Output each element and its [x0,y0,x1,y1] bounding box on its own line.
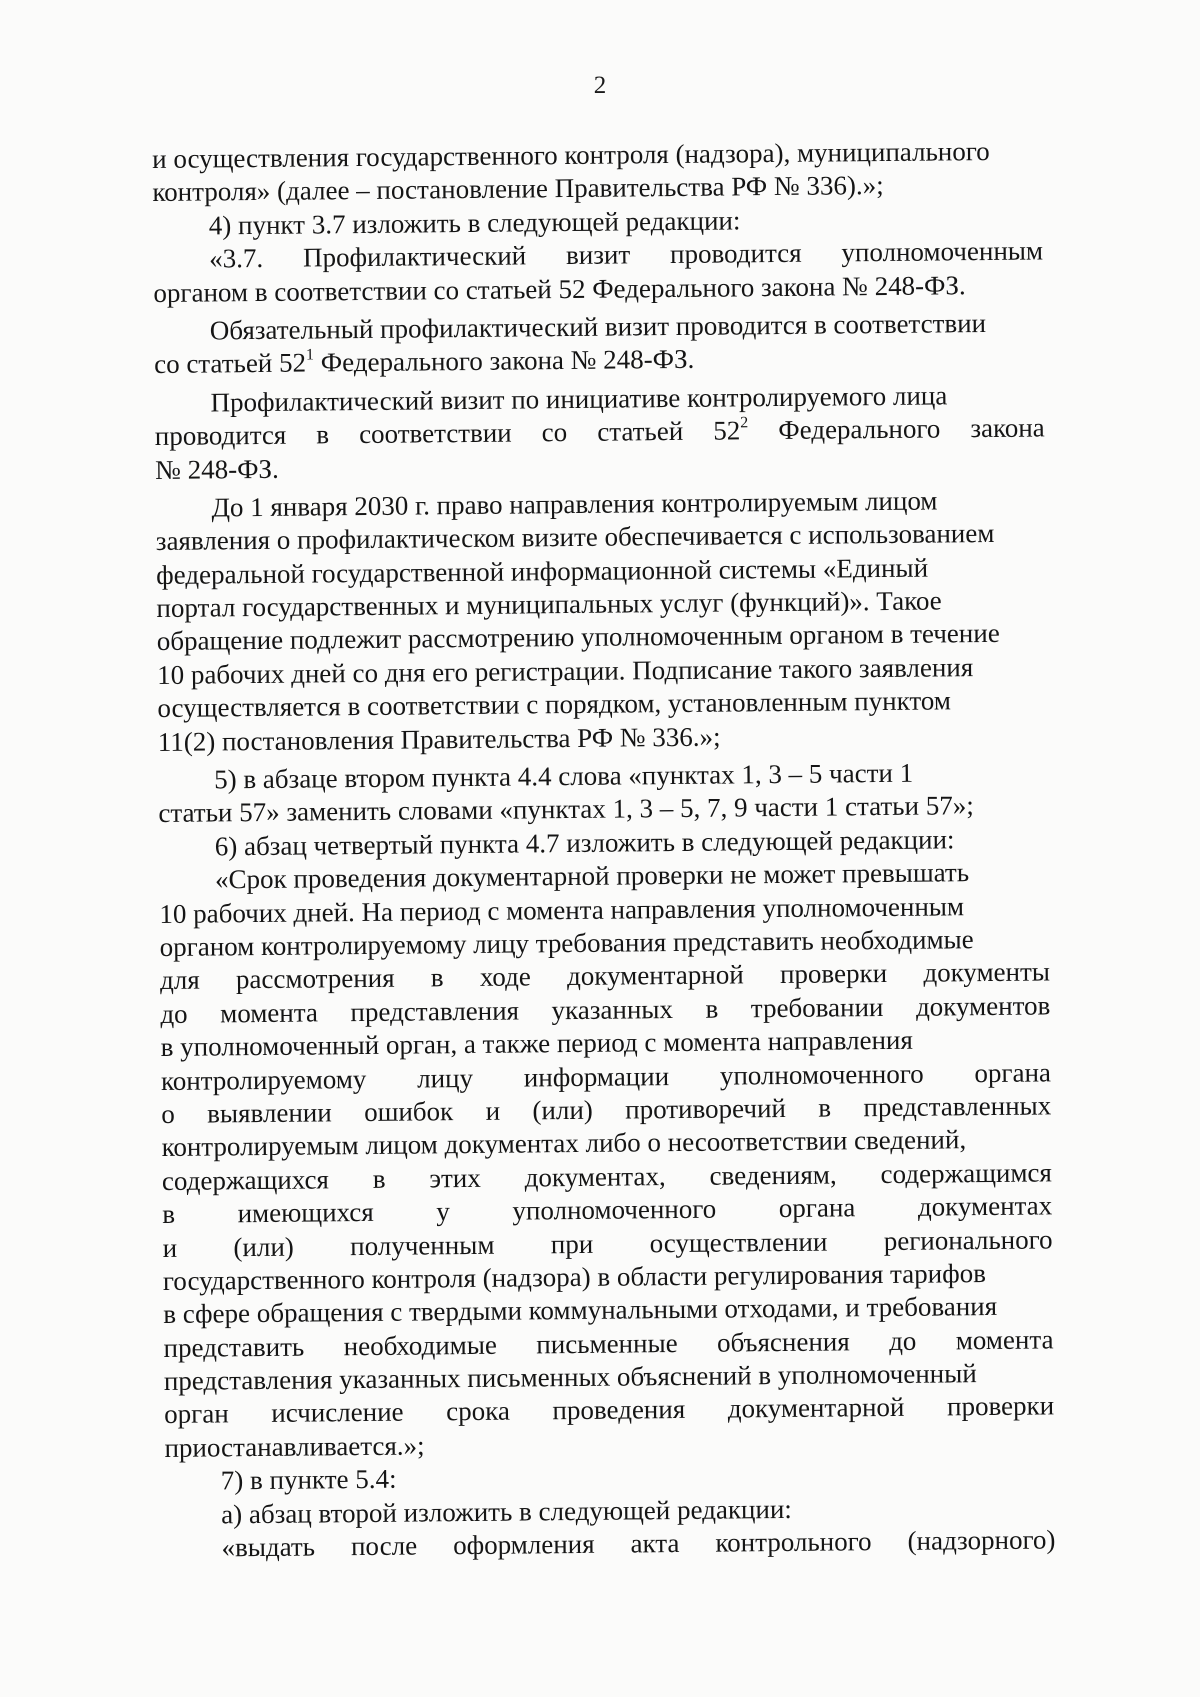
text-line: 10 рабочих дней со дня его регистрации. Подписание такого заявления [156,652,974,690]
text-line: обращение подлежит рассмотрению уполномоченным органом в течение [156,618,1000,657]
word: противоречий [625,1092,787,1125]
word: в [372,1163,386,1194]
word: Профилактический [302,240,527,273]
word: соответствии [358,417,512,450]
text-line-justified [165,1523,1055,1565]
word: в [162,1198,176,1230]
text-line: 11(2) постановления Правительства РФ № 336.»; [157,721,721,757]
word: этих [429,1162,481,1194]
word: указанных [551,993,674,1025]
word: объяснения [716,1326,850,1358]
word: содержащихся [161,1164,330,1196]
word: представленных [863,1090,1052,1123]
word-with-superscript [713,414,748,448]
word: «выдать [221,1531,316,1563]
text-line: До 1 января 2030 г. право направления контролируемым лицом [211,485,938,523]
text-line: 5) в абзаце втором пункта 4.4 слова «пунктах 1, 3 – 5 части 1 [213,757,914,795]
text-line: 10 рабочих дней. На период с момента направления уполномоченным [159,890,965,929]
text-fragment: Федерального закона № 248-ФЗ. [313,344,695,378]
page-number: 2 [593,72,607,99]
word: и [162,1232,178,1263]
word: исчисление [271,1397,404,1429]
text-line: «Срок проведения документарной проверки не может превышать [214,857,970,895]
word: визит [565,239,631,271]
text-line: органом в соответствии со статьей 52 Федерального закона № 248-ФЗ. [153,269,966,308]
word: Федерального [778,413,941,446]
word: проводится [154,419,287,452]
word: органа [974,1056,1052,1088]
word: требовании [750,991,884,1024]
word: (или) [532,1094,593,1126]
text-fragment: со статьей 52 [153,347,307,380]
text-line-with-superscript [154,340,1044,382]
text-line: № 248-ФЗ. [154,453,279,485]
word: (или) [233,1231,294,1262]
word: осуществлении [649,1226,828,1258]
number: 52 [713,415,741,446]
word: контролируемому [160,1063,367,1096]
word: со [541,417,568,448]
document-body [152,134,1056,1565]
word: документах, [524,1160,666,1193]
word: момента [955,1324,1054,1356]
text-line: Обязательный профилактический визит проводится в соответствии [209,307,987,346]
word: имеющихся [237,1197,374,1229]
text-line: контролируемым лицом документах либо о несоответствии сведений, [161,1124,967,1163]
word: до [160,998,188,1029]
superscript: 2 [740,414,749,432]
word: лицу [417,1062,474,1094]
text-line: контроля» (далее – постановление Правительства РФ № 336).»; [152,170,884,208]
text-line: и осуществления государственного контроля (надзора), муниципального [152,135,990,174]
word: документарной [566,959,744,992]
word: контрольного [715,1526,872,1558]
text-line: статьи 57» заменить словами «пунктах 1, 3 – 5, 7, 9 части 1 статьи 57»; [158,790,974,829]
superscript: 1 [305,346,315,364]
word: необходимые [343,1329,498,1361]
word: орган [164,1398,229,1430]
word: проведения [552,1394,686,1426]
word: полученным [350,1229,495,1261]
word: документов [915,990,1051,1022]
word: в [316,419,330,450]
word: и [485,1095,501,1126]
text-line: государственного контроля (надзора) в области регулирования тарифов [162,1257,987,1296]
word: в [705,993,719,1024]
word: срока [446,1396,511,1427]
text-line: приостанавливается.»; [164,1430,425,1463]
word: закона [970,412,1045,444]
word: (надзорного) [907,1524,1056,1556]
word: информации [523,1060,670,1093]
word: проверки [779,958,888,990]
word: акта [630,1528,680,1559]
word: «3.7. [208,243,264,274]
word: после [350,1530,418,1562]
word: уполномоченным [841,235,1044,268]
word: проверки [946,1390,1055,1422]
word: ходе [479,961,531,993]
text-line: 7) в пункте 5.4: [220,1463,397,1496]
word: в [818,1092,832,1123]
word: содержащимся [880,1157,1053,1189]
word: при [550,1228,594,1259]
text-line: в уполномоченный орган, а также период с момента направления [160,1024,913,1063]
word: уполномоченного [512,1193,717,1226]
text-line: портал государственных и муниципальных услуг (функций)». Такое [156,585,942,624]
word: регионального [883,1223,1053,1256]
word: оформления [452,1528,595,1561]
word: документарной [727,1392,905,1424]
word: у [436,1196,450,1227]
word: ошибок [363,1096,454,1127]
text-line: в сфере обращения с твердыми коммунальными отходами, и требования [163,1291,998,1330]
word: документы [923,956,1051,989]
word: до [888,1325,917,1356]
word: рассмотрения [235,963,395,995]
word: документах [917,1190,1053,1222]
text-line: заявления о профилактическом визите обеспечивается с использованием [155,518,995,557]
text-line: осуществляется в соответствии с порядком, установленным пунктом [157,685,952,724]
word: письменные [536,1327,678,1360]
word: статьей [597,416,684,447]
text-line: федеральной государственной информационной системы «Единый [155,552,929,590]
text-line: Профилактический визит по инициативе контролируемого лица [210,380,948,418]
word: проводится [669,237,802,270]
word: уполномоченного [719,1058,924,1091]
text-line: представления указанных письменных объяснений в уполномоченный [163,1358,977,1397]
text-line: 6) абзац четвертый пункта 4.7 изложить в следующей редакции: [214,824,955,862]
word: для [159,964,200,996]
word: сведениям, [709,1159,837,1191]
word: органа [778,1192,856,1224]
word: представления [350,995,520,1027]
text-line: 4) пункт 3.7 изложить в следующей редакции: [208,205,741,241]
word: о [161,1098,175,1129]
word: выявлении [207,1097,332,1129]
text-line: а) абзац второй изложить в следующей редакции: [221,1493,792,1530]
text-line: органом контролируемому лицу требования представить необходимые [159,924,974,962]
word: момента [220,997,319,1029]
word: в [430,962,444,993]
word: представить [163,1331,305,1363]
